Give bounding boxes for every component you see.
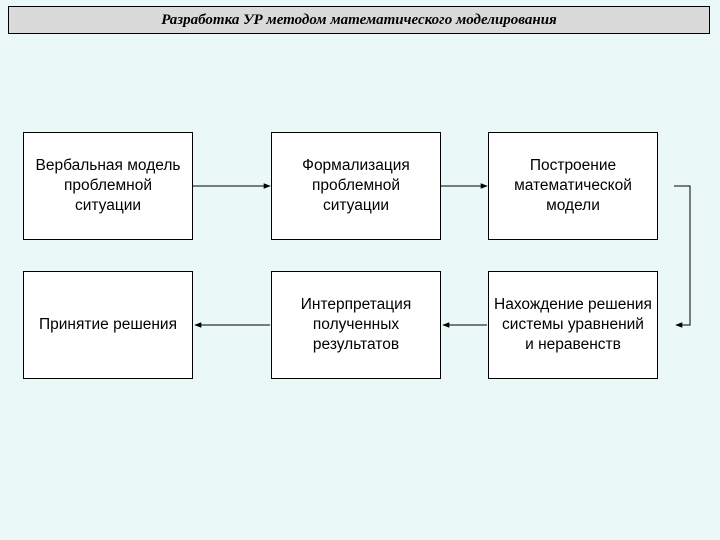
step-math-model-label: Построение математической модели bbox=[514, 157, 632, 214]
step-decision bbox=[23, 271, 193, 379]
step-interpretation bbox=[271, 271, 441, 379]
step-math-model bbox=[488, 132, 658, 240]
diagram-title: Разработка УР методом математического моделирования bbox=[161, 11, 557, 28]
step-interpretation-label: Интерпретация полученных результатов bbox=[300, 296, 412, 353]
step-solving-label: Нахождение решения системы уравнений и неравенств bbox=[494, 296, 652, 353]
step-formalization-label: Формализация проблемной ситуации bbox=[302, 157, 410, 214]
step-verbal-model bbox=[23, 132, 193, 240]
step-verbal-model-label: Вербальная модель проблемной ситуации bbox=[35, 157, 181, 214]
step-formalization bbox=[271, 132, 441, 240]
arrow-model-to-solving bbox=[674, 186, 690, 325]
step-decision-label: Принятие решения bbox=[39, 316, 177, 333]
step-solving bbox=[488, 271, 658, 379]
